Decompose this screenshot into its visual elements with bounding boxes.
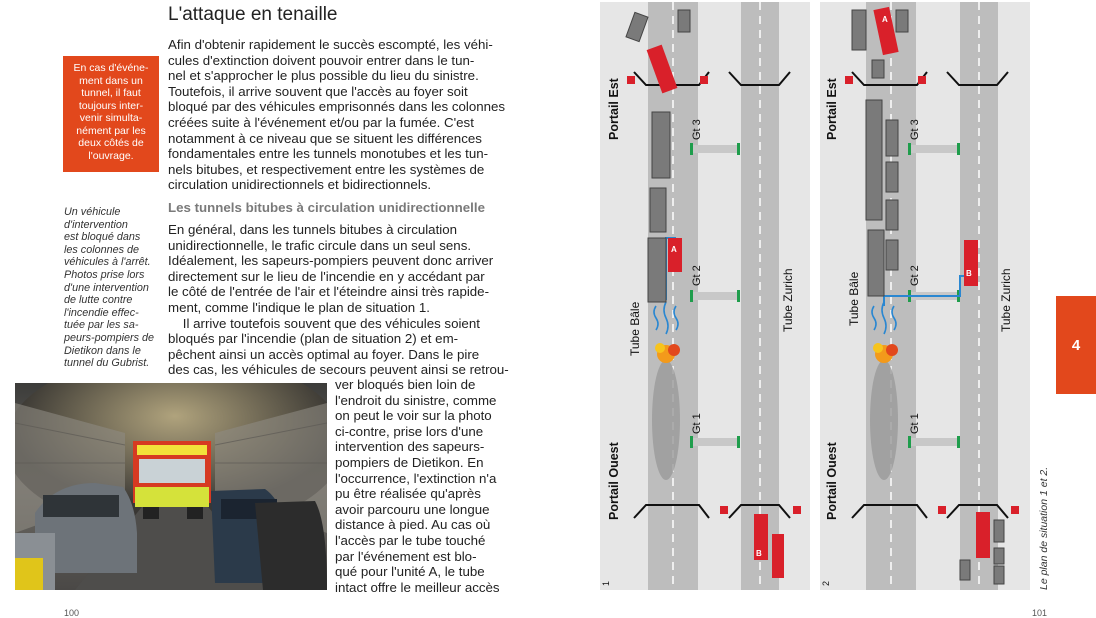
text-line: l'accès par le tube touché bbox=[335, 532, 486, 548]
unit-a-label-2: A bbox=[882, 15, 888, 24]
text-line: le côté de l'entrée de l'air et l'éteindre ainsi très rapide- bbox=[168, 284, 490, 300]
plan-number-1: 1 bbox=[601, 580, 611, 586]
caption-line: est bloqué dans bbox=[64, 231, 141, 244]
caption-line: les colonnes de bbox=[64, 243, 140, 256]
plan-number-2: 2 bbox=[821, 580, 831, 586]
caption-line: d'intervention bbox=[64, 218, 128, 231]
tube-bale-label-2: Tube Bâle bbox=[847, 271, 861, 326]
text-line: distance à pied. Au cas où bbox=[335, 517, 491, 533]
text-line: ci-contre, prise lors d'une bbox=[335, 423, 484, 439]
text-line: qué pour l'unité A, le tube bbox=[335, 564, 485, 580]
red-note-line: venir simulta- bbox=[79, 112, 143, 124]
text-line: Il arrive toutefois souvent que des véhicules soient bbox=[168, 315, 480, 331]
text-line: pu être réalisée qu'après bbox=[335, 486, 481, 502]
tunnel-photo bbox=[15, 383, 327, 590]
caption-line: véhicules à l'arrêt. bbox=[64, 256, 151, 269]
text-line: bloqué par des véhicules emprisonnés dans les colonnes bbox=[168, 99, 506, 115]
red-note-line: deux côtés de bbox=[78, 137, 144, 149]
gallery-2-label-1: Gt 2 bbox=[691, 265, 703, 286]
text-line: l'occurrence, l'extinction n'a bbox=[335, 470, 497, 486]
caption-line: Photos prise lors bbox=[64, 268, 145, 281]
unit-a-label-1: A bbox=[671, 245, 677, 254]
portal-west-label-2: Portail Ouest bbox=[825, 442, 839, 520]
text-line: notamment à ce niveau que se situent les différences bbox=[168, 130, 482, 146]
unit-b-label-1: B bbox=[756, 549, 762, 558]
body-paragraph-continued bbox=[335, 377, 511, 595]
red-note-line: En cas d'événe- bbox=[73, 62, 149, 74]
plan-side-caption: Le plan de situation 1 et 2. bbox=[1038, 466, 1050, 590]
situation-plan-2 bbox=[820, 2, 1030, 590]
text-line: des cas, les véhicules de secours peuvent ainsi se retrou- bbox=[168, 362, 509, 378]
text-line: intact offre le meilleur accès bbox=[335, 579, 500, 595]
caption-line: tunnel du Gubrist. bbox=[64, 357, 150, 370]
text-line: nels bitubes, et respectivement entre les systèmes de bbox=[168, 161, 485, 177]
caption-line: Dietikon dans le bbox=[64, 344, 141, 357]
portal-west-label-1: Portail Ouest bbox=[607, 442, 621, 520]
tube-zurich-label-1: Tube Zurich bbox=[781, 268, 795, 332]
chapter-tab: 4 bbox=[1056, 296, 1096, 394]
text-line: pêchent ainsi un accès optimal au foyer. Dans le pire bbox=[168, 346, 480, 362]
portal-east-label-1: Portail Est bbox=[607, 78, 621, 140]
caption-line: tuée par les sa- bbox=[64, 319, 139, 332]
portal-east-label-2: Portail Est bbox=[825, 78, 839, 140]
text-line: l'endroit du sinistre, comme bbox=[335, 392, 497, 408]
tube-bale-label-1: Tube Bâle bbox=[628, 301, 642, 356]
red-note-box bbox=[63, 56, 159, 172]
page-number-left: 100 bbox=[64, 608, 80, 618]
red-note-line: toujours inter- bbox=[78, 99, 144, 112]
gallery-1-label-2: Gt 1 bbox=[909, 413, 921, 434]
caption-line: Un véhicule bbox=[64, 206, 121, 218]
gallery-1-label-1: Gt 1 bbox=[691, 413, 703, 434]
text-line: Idéalement, les sapeurs-pompiers peuvent donc arriver bbox=[168, 253, 494, 269]
red-note-line: l'ouvrage. bbox=[88, 149, 134, 162]
text-line: unidirectionnelle, le trafic circule dans un seul sens. bbox=[168, 237, 472, 253]
gallery-2-label-2: Gt 2 bbox=[909, 265, 921, 286]
situation-plan-1 bbox=[600, 2, 810, 590]
situation-plans bbox=[596, 0, 1036, 592]
red-note-line: nément par les bbox=[76, 124, 146, 137]
text-line: avoir parcouru une longue bbox=[335, 501, 490, 517]
intro-paragraph bbox=[168, 37, 510, 193]
unit-b-label-2: B bbox=[966, 269, 972, 278]
text-line: bloqués par l'incendie (plan de situation 2) et em- bbox=[168, 331, 459, 347]
text-line: fondamentales entre les tunnels monotubes et les tun- bbox=[168, 146, 489, 162]
red-note-line: ment dans un bbox=[79, 74, 143, 87]
text-line: En général, dans les tunnels bitubes à circulation bbox=[168, 222, 458, 237]
text-line: circulation unidirectionnels et bidirectionnels. bbox=[168, 177, 432, 193]
gallery-3-label-1: Gt 3 bbox=[691, 119, 703, 140]
text-line: créées suite à l'événement et/ou par la fumée. C'est bbox=[168, 114, 474, 130]
caption-line: d'une intervention bbox=[64, 281, 149, 294]
photo-caption bbox=[64, 206, 162, 370]
text-line: nel et s'approcher le plus possible du lieu du sinistre. bbox=[168, 68, 479, 84]
text-line: ment, comme l'indique le plan de situation 1. bbox=[168, 299, 430, 315]
text-line: directement sur le lieu de l'incendie en y accédant par bbox=[168, 268, 485, 284]
text-line: pompiers de Dietikon. En bbox=[335, 454, 484, 470]
text-line: Toutefois, il arrive souvent que l'accès au foyer soit bbox=[168, 83, 468, 99]
tube-zurich-label-2: Tube Zurich bbox=[999, 268, 1013, 332]
page-title: L'attaque en tenaille bbox=[168, 4, 338, 25]
text-line: cules d'extinction doivent pouvoir entrer dans le tun- bbox=[168, 52, 475, 68]
page-number-right: 101 bbox=[1032, 608, 1048, 618]
section-subheading: Les tunnels bitubes à circulation unidirectionnelle bbox=[168, 200, 485, 215]
text-line: par l'événement est blo- bbox=[335, 548, 477, 564]
text-line: ver bloqués bien loin de bbox=[335, 377, 476, 392]
gallery-3-label-2: Gt 3 bbox=[909, 119, 921, 140]
body-paragraph bbox=[168, 222, 510, 378]
caption-line: peurs-pompiers de bbox=[64, 331, 155, 344]
caption-line: l'incendie effec- bbox=[64, 306, 139, 319]
caption-line: de lutte contre bbox=[64, 294, 133, 307]
text-line: on peut le voir sur la photo bbox=[335, 408, 492, 424]
text-line: Afin d'obtenir rapidement le succès escompté, les véhi- bbox=[168, 37, 493, 52]
text-line: intervention des sapeurs- bbox=[335, 439, 485, 455]
red-note-line: tunnel, il faut bbox=[81, 87, 141, 99]
